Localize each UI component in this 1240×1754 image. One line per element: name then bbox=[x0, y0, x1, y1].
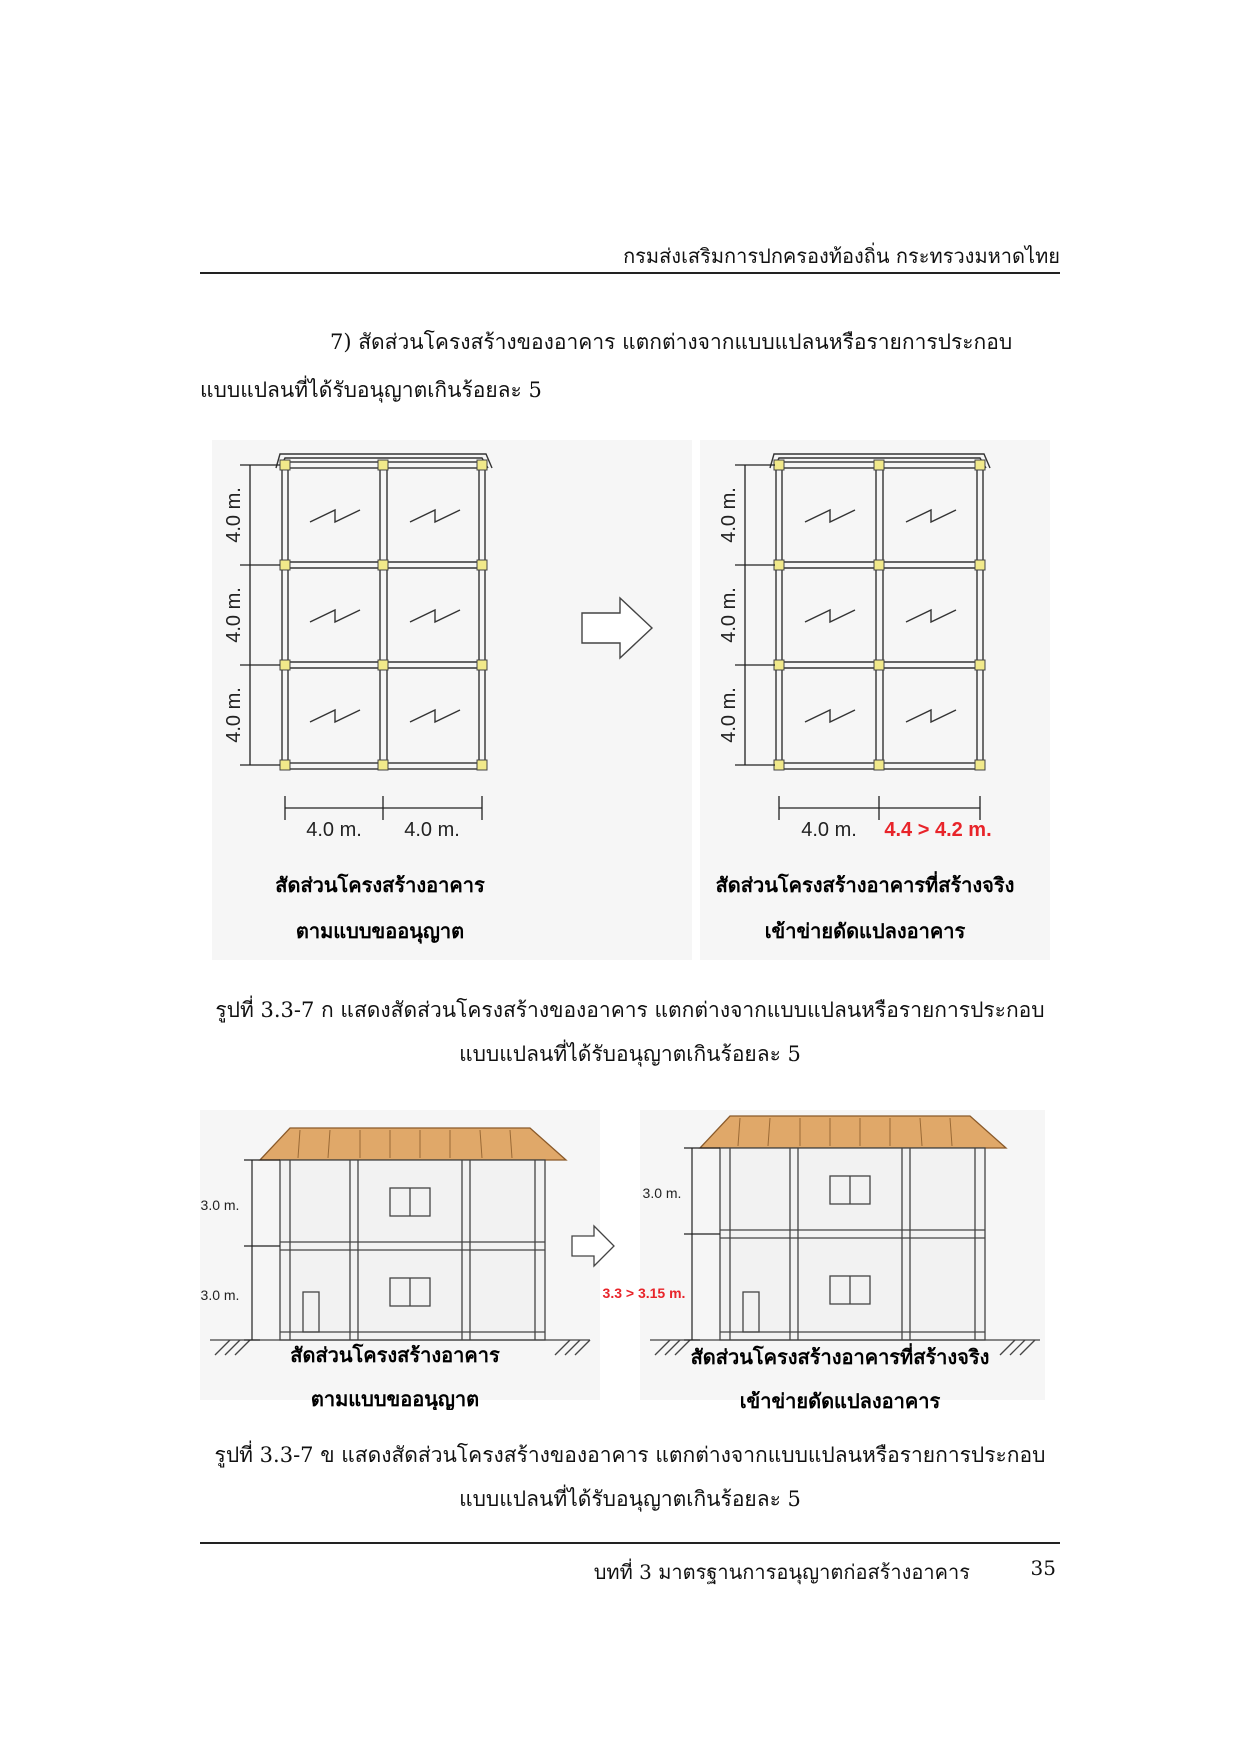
right-height-label-2: 4.0 m. bbox=[718, 587, 740, 643]
figure-b-caption-line-1: รูปที่ 3.3-7 ข แสดงสัดส่วนโครงสร้างของอาคาร แตกต่างจากแบบแปลนหรือรายการประกอบ bbox=[214, 1443, 1046, 1467]
figure-b-caption-line-2: แบบแปลนที่ได้รับอนุญาตเกินร้อยละ 5 bbox=[459, 1487, 801, 1511]
right-floor-height-1: 3.0 m. bbox=[642, 1185, 682, 1201]
figure-b-right-label-1: สัดส่วนโครงสร้างอาคารที่สร้างจริง bbox=[690, 1345, 990, 1369]
right-floor-height-2: 3.3 > 3.15 m. bbox=[602, 1285, 686, 1301]
figure-a-caption bbox=[200, 988, 1060, 1076]
figure-a-left-label-1: สัดส่วนโครงสร้างอาคาร bbox=[275, 873, 485, 897]
right-height-label-1: 4.0 m. bbox=[718, 487, 740, 543]
figure-a-right-label-2: เข้าข่ายดัดแปลงอาคาร bbox=[764, 919, 966, 943]
paragraph-line-2: แบบแปลนที่ได้รับอนุญาตเกินร้อยละ 5 bbox=[200, 378, 542, 402]
figure-a-caption-line-1: รูปที่ 3.3-7 ก แสดงสัดส่วนโครงสร้างของอาคาร แตกต่างจากแบบแปลนหรือรายการประกอบ bbox=[215, 998, 1045, 1022]
right-house-frame bbox=[720, 1148, 985, 1340]
paragraph-item-7 bbox=[200, 318, 1060, 414]
right-width-label-2: 4.4 > 4.2 m. bbox=[884, 819, 992, 841]
footer-rule bbox=[200, 1542, 1060, 1544]
figure-b-elevations bbox=[200, 1110, 1060, 1410]
figure-b-left-label-1: สัดส่วนโครงสร้างอาคาร bbox=[290, 1343, 500, 1367]
figure-a-left-label-2: ตามแบบขออนุญาต bbox=[295, 919, 465, 943]
figure-a-plan-frames bbox=[200, 440, 1060, 960]
left-floor-height-1: 3.0 m. bbox=[200, 1197, 240, 1213]
header-rule bbox=[200, 272, 1060, 274]
footer-chapter: บทที่ 3 มาตรฐานการอนุญาตก่อสร้างอาคาร bbox=[593, 1560, 970, 1584]
page-number: 35 bbox=[1030, 1556, 1056, 1580]
figure-b-left-label-2: ตามแบบขออนุญาต bbox=[310, 1387, 480, 1410]
figure-b-right-label-2: เข้าข่ายดัดแปลงอาคาร bbox=[739, 1389, 941, 1410]
figure-a-right-label-1: สัดส่วนโครงสร้างอาคารที่สร้างจริง bbox=[715, 873, 1015, 897]
left-height-label-3: 4.0 m. bbox=[223, 687, 245, 743]
figure-a-caption-line-2: แบบแปลนที่ได้รับอนุญาตเกินร้อยละ 5 bbox=[459, 1042, 801, 1066]
left-height-label-2: 4.0 m. bbox=[223, 587, 245, 643]
running-header: กรมส่งเสริมการปกครองท้องถิ่น กระทรวงมหาดไทย bbox=[623, 244, 1060, 268]
paragraph-line-1: 7) สัดส่วนโครงสร้างของอาคาร แตกต่างจากแบบแปลนหรือรายการประกอบ bbox=[330, 330, 1013, 354]
left-width-label-1: 4.0 m. bbox=[306, 819, 362, 841]
figure-b-caption bbox=[200, 1433, 1060, 1521]
left-width-label-2: 4.0 m. bbox=[404, 819, 460, 841]
right-roof bbox=[700, 1116, 1006, 1148]
left-floor-height-2: 3.0 m. bbox=[200, 1287, 240, 1303]
right-height-label-3: 4.0 m. bbox=[718, 687, 740, 743]
left-roof bbox=[260, 1128, 566, 1160]
left-height-label-1: 4.0 m. bbox=[223, 487, 245, 543]
right-width-label-1: 4.0 m. bbox=[801, 819, 857, 841]
